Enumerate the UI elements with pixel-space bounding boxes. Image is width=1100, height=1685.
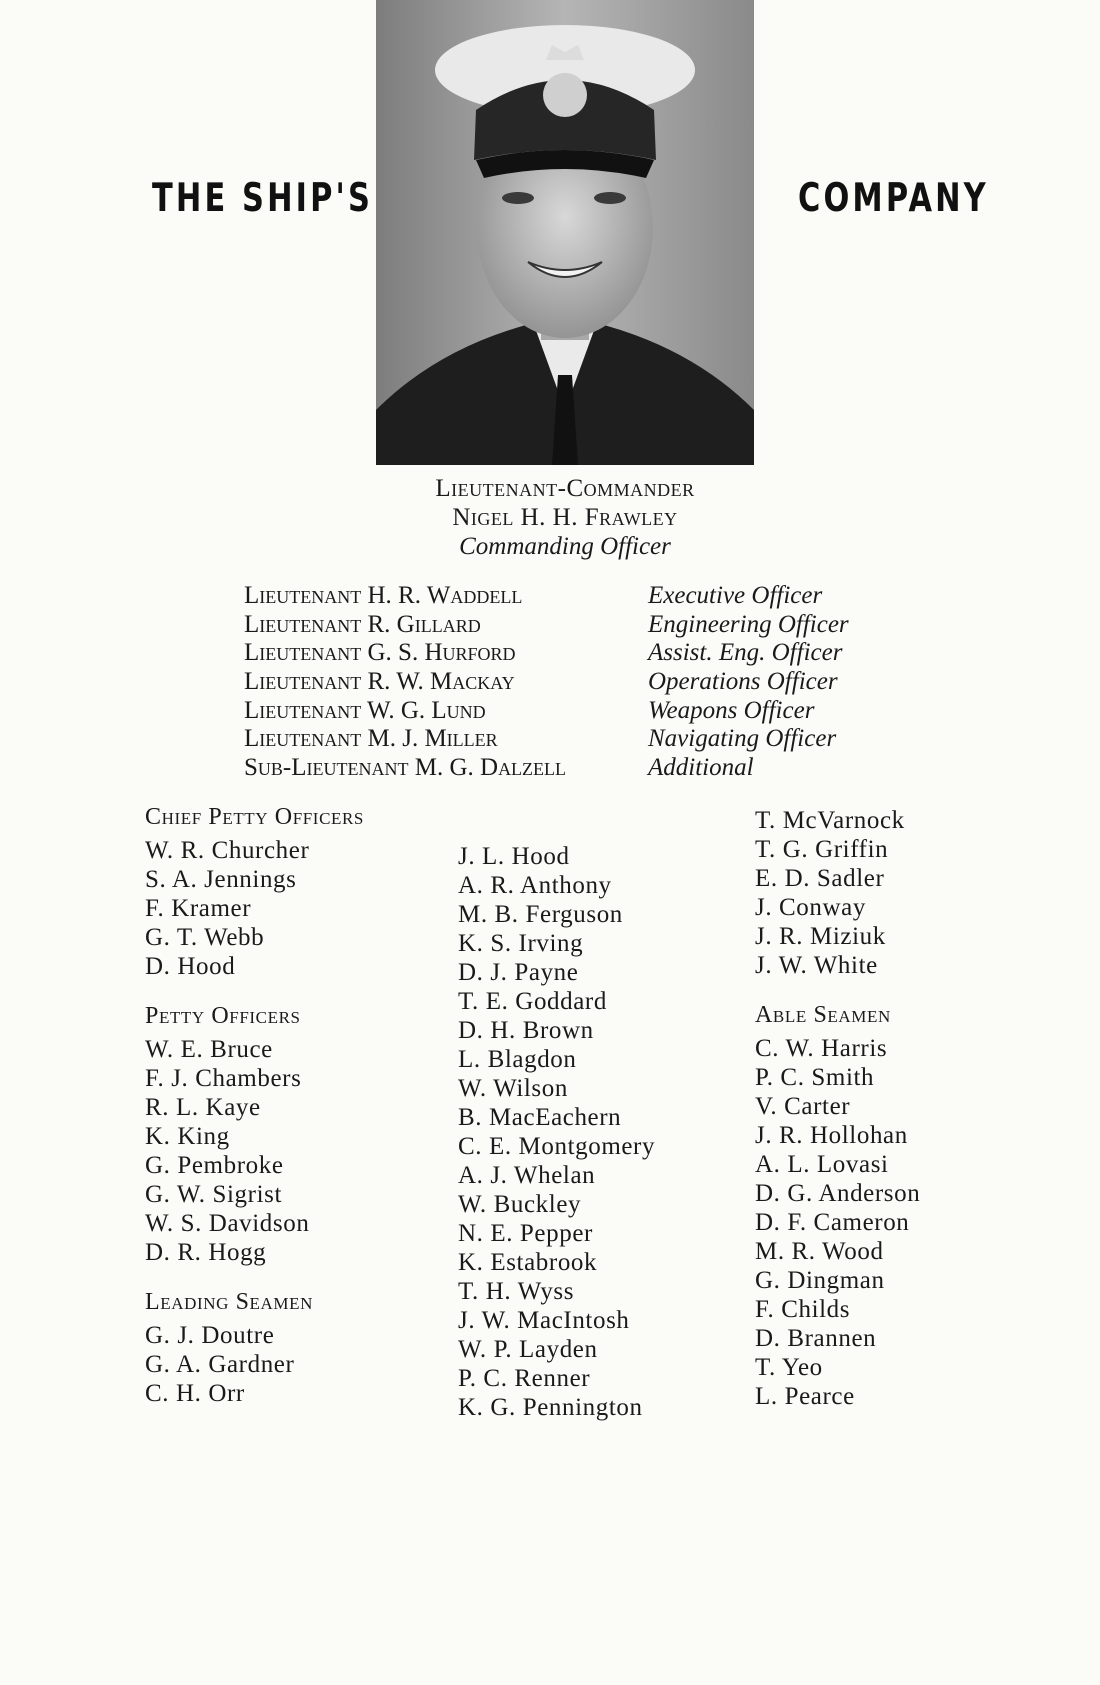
list-item: J. W. White <box>755 952 878 979</box>
list-item: T. H. Wyss <box>458 1278 575 1305</box>
list-item: G. T. Webb <box>145 924 265 951</box>
officer-role: Assist. Eng. Officer <box>648 639 843 667</box>
list-item: T. G. Griffin <box>755 836 889 863</box>
list-item: N. E. Pepper <box>458 1220 593 1247</box>
commanding-officer-portrait <box>376 0 754 465</box>
list-item: P. C. Smith <box>755 1064 875 1091</box>
list-item: M. R. Wood <box>755 1238 884 1265</box>
list-item: W. E. Bruce <box>145 1036 273 1063</box>
list-item: J. R. Hollohan <box>755 1122 908 1149</box>
list-item: D. R. Hogg <box>145 1239 267 1266</box>
crew-column-middle <box>458 842 655 1422</box>
section-heading-leading-seamen: Leading Seamen <box>145 1289 313 1315</box>
list-item: B. MacEachern <box>458 1104 622 1131</box>
officer-row <box>244 697 884 726</box>
list-item: K. Estabrook <box>458 1249 598 1276</box>
title-left: THE SHIP'S <box>152 176 373 221</box>
list-item: G. Pembroke <box>145 1152 284 1179</box>
list-item: F. J. Chambers <box>145 1065 302 1092</box>
section-heading-chief-petty-officers: Chief Petty Officers <box>145 804 364 830</box>
commanding-officer-role: Commanding Officer <box>459 533 671 560</box>
list-item: C. E. Montgomery <box>458 1133 656 1160</box>
list-item: P. C. Renner <box>458 1365 591 1392</box>
list-item: K. S. Irving <box>458 930 584 957</box>
officer-role: Weapons Officer <box>648 696 815 724</box>
officer-row <box>244 754 884 783</box>
list-item: G. W. Sigrist <box>145 1181 282 1208</box>
officer-name: Lieutenant M. J. Miller <box>244 725 498 753</box>
officer-role: Operations Officer <box>648 668 838 696</box>
list-item: D. F. Cameron <box>755 1209 910 1236</box>
list-item: T. Yeo <box>755 1354 823 1381</box>
list-item: J. Conway <box>755 894 866 921</box>
officer-role: Executive Officer <box>648 582 823 609</box>
officer-row <box>244 582 884 611</box>
list-item: D. H. Brown <box>458 1017 594 1044</box>
list-item: V. Carter <box>755 1093 851 1120</box>
officer-row <box>244 725 884 754</box>
list-item: T. E. Goddard <box>458 988 607 1015</box>
commanding-officer-rank: Lieutenant-Commander <box>435 475 695 502</box>
list-item: D. Brannen <box>755 1325 877 1352</box>
list-item: W. S. Davidson <box>145 1210 310 1237</box>
list-item: D. J. Payne <box>458 959 579 986</box>
list-item: K. G. Pennington <box>458 1394 643 1421</box>
officer-name: Lieutenant G. S. Hurford <box>244 639 516 667</box>
officer-name: Lieutenant R. W. Mackay <box>244 668 515 696</box>
list-item: J. L. Hood <box>458 843 570 870</box>
officer-row <box>244 639 884 668</box>
commanding-officer-name: Nigel H. H. Frawley <box>452 504 678 531</box>
list-item: A. J. Whelan <box>458 1162 596 1189</box>
list-item: G. J. Doutre <box>145 1322 275 1349</box>
crew-column-left <box>145 802 364 1408</box>
list-item: W. Wilson <box>458 1075 568 1102</box>
officer-row <box>244 611 884 640</box>
officer-name: Lieutenant H. R. Waddell <box>244 582 523 609</box>
list-item: C. H. Orr <box>145 1380 245 1407</box>
officer-name: Lieutenant R. Gillard <box>244 610 481 638</box>
officer-row <box>244 668 884 697</box>
list-item: J. R. Miziuk <box>755 923 886 950</box>
officer-name: Sub-Lieutenant M. G. Dalzell <box>244 754 567 782</box>
officer-role: Navigating Officer <box>648 725 837 753</box>
list-item: W. Buckley <box>458 1191 582 1218</box>
list-item: G. Dingman <box>755 1267 885 1294</box>
section-heading-petty-officers: Petty Officers <box>145 1003 301 1029</box>
title-right: COMPANY <box>798 176 989 221</box>
list-item: M. B. Ferguson <box>458 901 623 928</box>
section-heading-able-seamen: Able Seamen <box>755 1002 891 1028</box>
list-item: T. McVarnock <box>755 807 905 834</box>
list-item: D. Hood <box>145 953 236 980</box>
commanding-officer-block <box>300 474 830 561</box>
list-item: G. A. Gardner <box>145 1351 295 1378</box>
list-item: F. Childs <box>755 1296 851 1323</box>
officer-role: Additional <box>648 754 754 782</box>
list-item: A. R. Anthony <box>458 872 612 899</box>
list-item: S. A. Jennings <box>145 866 297 893</box>
list-item: F. Kramer <box>145 895 252 922</box>
list-item: W. P. Layden <box>458 1336 598 1363</box>
list-item: D. G. Anderson <box>755 1180 921 1207</box>
officer-role: Engineering Officer <box>648 610 849 638</box>
officer-list <box>244 582 884 783</box>
list-item: W. R. Churcher <box>145 837 310 864</box>
list-item: E. D. Sadler <box>755 865 885 892</box>
officer-name: Lieutenant W. G. Lund <box>244 696 486 724</box>
crew-column-right <box>755 806 920 1411</box>
list-item: K. King <box>145 1123 230 1150</box>
list-item: L. Blagdon <box>458 1046 577 1073</box>
list-item: R. L. Kaye <box>145 1094 261 1121</box>
list-item: A. L. Lovasi <box>755 1151 889 1178</box>
list-item: C. W. Harris <box>755 1035 888 1062</box>
list-item: J. W. MacIntosh <box>458 1307 630 1334</box>
list-item: L. Pearce <box>755 1383 855 1410</box>
